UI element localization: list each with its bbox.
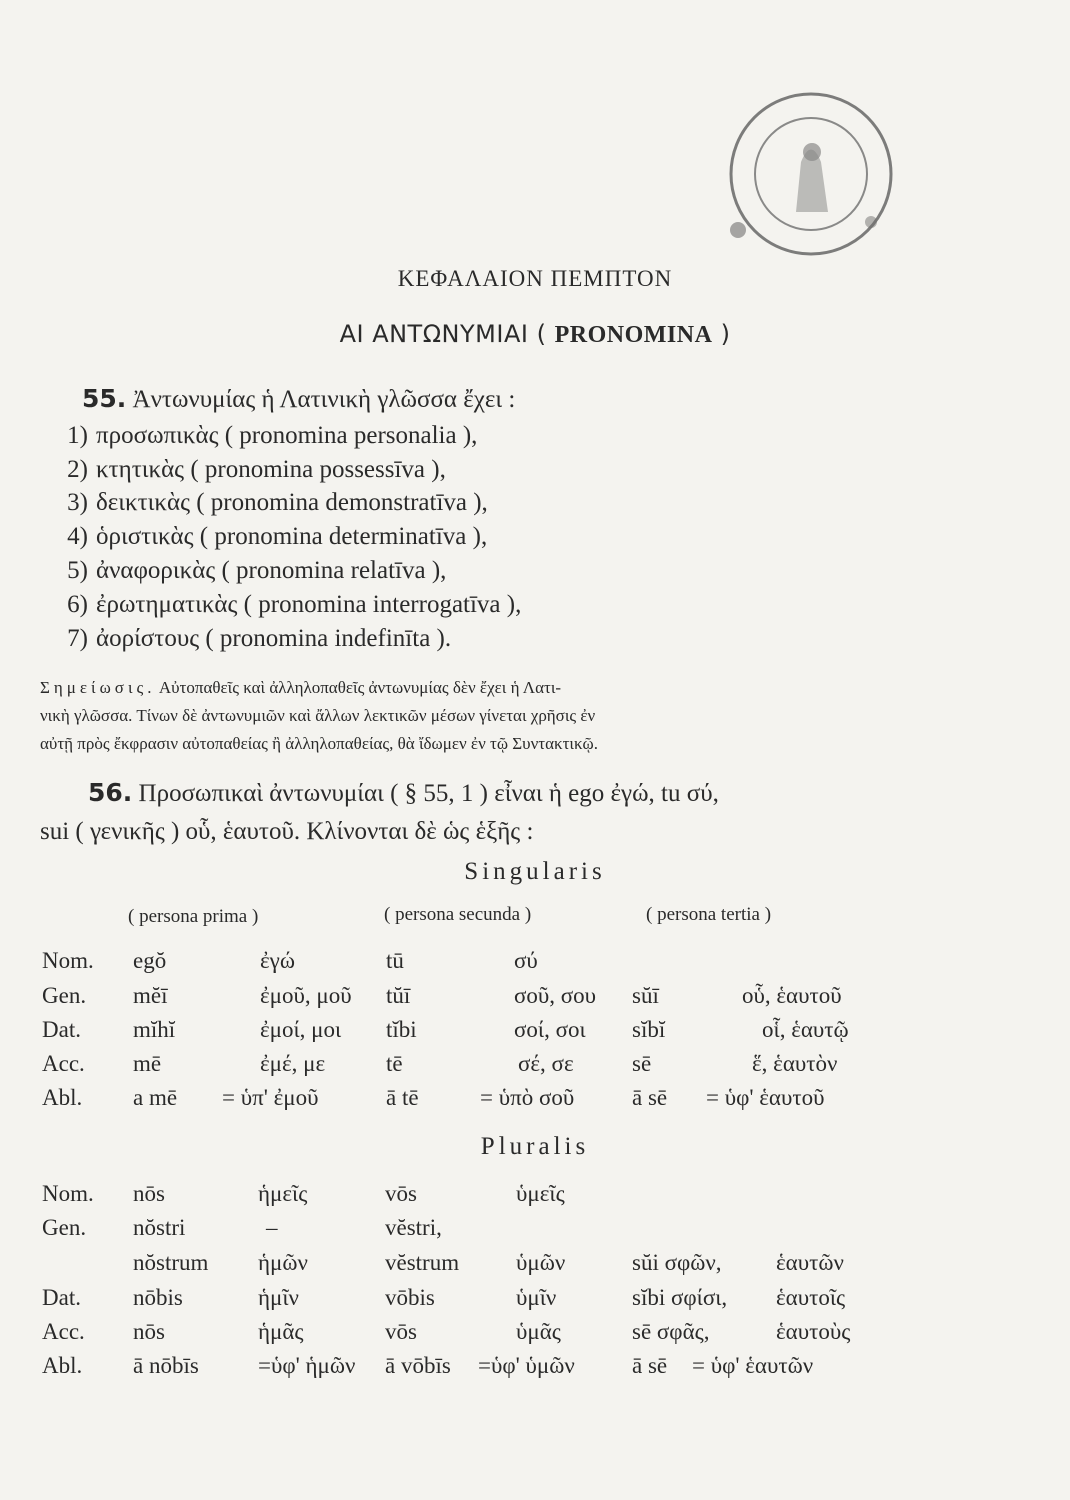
list-item <box>40 422 477 450</box>
list-item-number: 6) <box>67 591 88 618</box>
paragraph-55 <box>82 384 515 414</box>
list-item-text: ἀναφορικὰς ( pronomina relatīva ), <box>96 557 447 584</box>
table-cell-latin: ā tē <box>386 1085 419 1110</box>
table-cell-latin: nōbis <box>133 1285 183 1310</box>
table-cell-case: Nom. <box>42 1181 94 1206</box>
table-cell-latin: sĭbi σφίσι, <box>632 1285 728 1310</box>
table-cell-greek: ὑμῶν <box>516 1250 566 1275</box>
paragraph-number: 55. <box>82 384 127 413</box>
table-cell-greek: σοί, σοι <box>514 1017 586 1042</box>
table-cell-latin: nōs <box>133 1319 165 1344</box>
note-line-2: νικὴ γλῶσσα. Τίνων δὲ ἀντωνυμιῶν καὶ ἄλλων λεκτικῶν μέσων γίνεται χρῆσις ἐν <box>40 706 596 725</box>
section-title-latin: PRONOMINA <box>554 322 713 348</box>
table-cell-greek: =ὑφ' ὑμῶν <box>478 1353 575 1378</box>
note-line-1 <box>40 678 561 698</box>
list-item-number: 7) <box>67 625 88 652</box>
table-cell-latin: vĕstrum <box>385 1250 460 1275</box>
person-label-secunda: ( persona secunda ) <box>384 904 532 925</box>
table-cell-latin: nōs <box>133 1181 165 1206</box>
table-cell-greek: ἑαυτοὺς <box>776 1319 851 1344</box>
table-cell-latin: ā sē <box>632 1353 668 1378</box>
table-cell-case: Gen. <box>42 983 87 1008</box>
chapter-title: ΚΕΦΑΛΑΙΟΝ ΠΕΜΠΤΟΝ <box>397 266 673 291</box>
list-item <box>40 557 446 585</box>
table-cell-greek: ἑαυτῶν <box>776 1250 844 1275</box>
table-cell-greek: =ὑφ' ἡμῶν <box>258 1353 356 1378</box>
table-cell-latin: ā vōbīs <box>385 1353 451 1378</box>
list-item <box>40 489 488 517</box>
table-cell-latin: sē σφᾶς, <box>632 1319 710 1344</box>
table-cell-latin: a mē <box>133 1085 178 1110</box>
table-cell-greek: ἡμῶν <box>258 1250 308 1275</box>
library-stamp-icon <box>716 82 901 272</box>
table-cell-latin: tē <box>386 1051 403 1076</box>
table-cell-latin: nŏstri <box>133 1215 186 1240</box>
table-cell-latin: vōs <box>385 1319 417 1344</box>
paragraph-56 <box>88 778 719 808</box>
table-cell-latin: sŭī <box>632 983 659 1008</box>
table-cell-latin: sē <box>632 1051 652 1076</box>
table-cell-greek: ἑαυτοῖς <box>776 1285 846 1310</box>
table-cell-case: Abl. <box>42 1085 83 1110</box>
table-cell-greek: = ὑφ' ἑαυτῶν <box>692 1353 814 1378</box>
table-cell-latin: mĭhĭ <box>133 1017 176 1042</box>
note-text: Αὐτοπαθεῖς καὶ ἀλληλοπαθεῖς ἀντωνυμίας δὲν ἔχει ἡ Λατι- <box>158 678 562 697</box>
table-cell-latin: tŭī <box>386 983 411 1008</box>
table-cell-latin: tū <box>386 948 404 973</box>
list-item-number: 1) <box>67 422 88 449</box>
paragraph-text: Ἀντωνυμίας ἡ Λατινικὴ γλῶσσα ἔχει : <box>132 386 516 413</box>
table-cell-greek: ἐγώ <box>260 948 295 973</box>
table-cell-greek: ἡμῖν <box>258 1285 299 1310</box>
table-cell-greek: = ὑπ' ἐμοῦ <box>222 1085 319 1110</box>
table-cell-greek: ἐμοῦ, μοῦ <box>260 983 352 1008</box>
list-item-text: κτητικὰς ( pronomina possessīva ), <box>96 456 446 483</box>
table-cell-greek: ἐμοί, μοι <box>260 1017 342 1042</box>
table-cell-greek: ἡμᾶς <box>258 1319 304 1344</box>
table-cell-latin: tĭbi <box>386 1017 417 1042</box>
note-label: Σημείωσις. <box>40 678 156 697</box>
note-line-3: αὐτῇ πρὸς ἔκφρασιν αὐτοπαθείας ἢ ἀλληλοπαθείας, θὰ ἴδωμεν ἐν τῷ Συντακτικῷ. <box>40 734 598 753</box>
section-title <box>0 320 1070 349</box>
table-cell-greek: = ὑπὸ σοῦ <box>480 1085 575 1110</box>
table-cell-greek: οἷ, ἑαυτῷ <box>762 1017 849 1042</box>
person-label-prima: ( persona prima ) <box>128 906 259 927</box>
list-item-number: 2) <box>67 456 88 483</box>
table-cell-case: Abl. <box>42 1353 83 1378</box>
table-cell-latin: vōbis <box>385 1285 435 1310</box>
table-cell-latin: vōs <box>385 1181 417 1206</box>
table-cell-latin: mē <box>133 1051 162 1076</box>
table-cell-latin: egŏ <box>133 948 167 973</box>
table-cell-latin: sĭbĭ <box>632 1017 666 1042</box>
table-cell-greek: ἐμέ, με <box>260 1051 326 1076</box>
list-item <box>40 456 446 484</box>
list-item-number: 3) <box>67 489 88 516</box>
table-cell-latin: sŭi σφῶν, <box>632 1250 722 1275</box>
paragraph-text: Προσωπικαὶ ἀντωνυμίαι ( § 55, 1 ) εἶναι ἡ ego ἐγώ, tu σύ, <box>138 780 719 807</box>
list-item-text: δεικτικὰς ( pronomina demonstratīva ), <box>96 489 488 516</box>
table-cell-greek: = ὑφ' ἑαυτοῦ <box>706 1085 825 1110</box>
table-cell-greek: οὗ, ἑαυτοῦ <box>742 983 842 1008</box>
table-cell-latin: vĕstri, <box>385 1215 442 1240</box>
table-cell-greek: – <box>266 1215 278 1240</box>
table-cell-greek: ὑμεῖς <box>516 1181 565 1206</box>
table-cell-latin: nŏstrum <box>133 1250 209 1275</box>
table-cell-greek: σύ <box>514 948 538 973</box>
list-item-number: 5) <box>67 557 88 584</box>
table-cell-case: Gen. <box>42 1215 87 1240</box>
table-cell-greek: ἡμεῖς <box>258 1181 308 1206</box>
table-cell-case: Dat. <box>42 1285 81 1310</box>
table-cell-greek: ὑμῖν <box>516 1285 557 1310</box>
list-item-text: ὁριστικὰς ( pronomina determinatīva ), <box>96 523 488 550</box>
table-cell-greek: ὑμᾶς <box>516 1319 561 1344</box>
table-cell-case: Dat. <box>42 1017 81 1042</box>
table-cell-latin: ā nōbīs <box>133 1353 199 1378</box>
table-cell-greek: σέ, σε <box>518 1051 574 1076</box>
table-cell-case: Acc. <box>42 1319 85 1344</box>
section-title-suffix: ) <box>720 320 731 348</box>
table-cell-case: Acc. <box>42 1051 85 1076</box>
list-item <box>40 591 521 619</box>
paragraph-number: 56. <box>88 778 133 807</box>
list-item <box>40 625 451 653</box>
table-cell-case: Nom. <box>42 948 94 973</box>
pluralis-heading: Pluralis <box>480 1133 590 1160</box>
table-cell-latin: mĕī <box>133 983 168 1008</box>
table-cell-latin: ā sē <box>632 1085 668 1110</box>
singularis-heading: Singularis <box>464 858 606 885</box>
list-item-text: ἐρωτηματικὰς ( pronomina interrogatīva ), <box>96 591 522 618</box>
section-title-prefix: ΑΙ ΑΝΤΩΝΥΜΙΑΙ ( <box>339 320 547 348</box>
paragraph-56-line-2: sui ( γενικῆς ) οὗ, ἑαυτοῦ. Κλίνονται δὲ ὡς ἑξῆς : <box>40 818 534 845</box>
person-label-tertia: ( persona tertia ) <box>646 904 772 925</box>
list-item-number: 4) <box>67 523 88 550</box>
list-item-text: ἀορίστους ( pronomina indefinīta ). <box>96 625 452 652</box>
list-item-text: προσωπικὰς ( pronomina personalia ), <box>96 422 478 449</box>
table-cell-greek: ἕ, ἑαυτὸν <box>752 1051 838 1076</box>
list-item <box>40 523 487 551</box>
table-cell-greek: σοῦ, σου <box>514 983 597 1008</box>
